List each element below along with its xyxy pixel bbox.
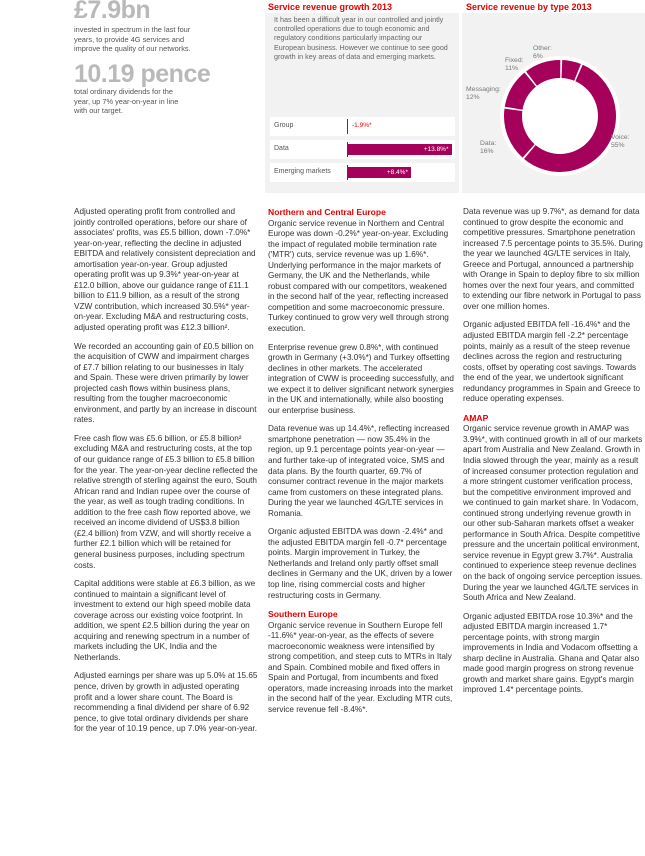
bar-row-emerging-markets [270, 163, 455, 182]
section-heading: AMAP [463, 412, 489, 423]
paragraph: Organic adjusted EBITDA fell -16.4%* and the adjusted EBITDA margin fell -2.2* percentage points, mainly as a result of the steep revenue declines across the region and restructuring costs, offset by operating cost savings. Towards the end of the year, we undertook significant redundancy programmes in Spain and Greece to reduce operating expenses. [463, 320, 641, 404]
bar-label-emerging-markets: Emerging markets [274, 168, 331, 175]
section-heading: Northern and Central Europe [268, 207, 386, 217]
paragraph: Organic service revenue growth in AMAP was 3.9%*, with continued growth in all of our markets apart from Australia and New Zealand. Growth in India slowed through the year, mainly as a result of increased consumer protection regulation and a more stringent customer verification process, but the competitive environment improved and we continued to gain market share. In Vodacom, continued strong underlying revenue growth in our other sub-Saharan markets offset a weaker performance in South Africa. Despite competitive pressure and the uncertain political environment, service revenue in Egypt grew 3.7%*. Australia continued to experience steep revenue declines on the back of ongoing service perception issues. During the year we launched 4G/LTE services in South Africa and New Zealand. [463, 424, 643, 603]
bar-value-group: -1.9%* [352, 122, 372, 129]
paragraph: Data revenue was up 14.4%*, reflecting increased smartphone penetration — now 35.4% in the region, up 9.1 percentage points year-on-year — and further take-up of integrated voice, SMS and data plans. By the fourth quarter, 69.7% of consumer contract revenue in the major markets came from customers on these integrated plans. During the year we launched 4G/LTE services in Romania. [268, 424, 450, 518]
paragraph: Free cash flow was £5.6 billion, or £5.8 billion² excluding M&A and restructuring costs, at the top of our guidance range of £5.3 billion to £5.8 billion for the year. The year-on-year decline reflected the relative strength of sterling against the euro, South African rand and Indian rupee over the course of the year, as well as tough trading conditions. In addition to the free cash flow reported above, we received an income dividend of US$3.8 billion (£2.4 billion) from VZW, and will shortly receive a further £2.1 billion which will be retained for general business purposes, including spectrum costs. [74, 433, 258, 570]
bar-fill-data: +13.8%* [348, 144, 452, 155]
section-heading: Southern Europe [268, 609, 338, 620]
text-column-right [463, 207, 643, 704]
donut-label-data: Data: 16% [480, 140, 497, 155]
donut-chart [462, 13, 645, 193]
kpi-value-dividend: 10.19 pence [74, 60, 211, 88]
paragraph: Organic service revenue in Southern Europe fell -11.6%* year-on-year, as the effects of severe macroeconomic weakness were intensified by strong competition, and steep cuts to MTRs in Italy and Spain. Combined mobile and fixed offers in Spain and Portugal, from incumbents and fixed operators, made increasing inroads into the market in the second half of the year. Excluding MTR cuts, service revenue fell -8.4%*. [268, 620, 453, 714]
paragraph: Capital additions were stable at £6.3 billion, as we continued to maintain a significant level of investment to extend our high speed mobile data coverage across our existing voice footprint. In addition, we spent £2.5 billion during the year on acquiring and renewing spectrum in a number of markets including the UK, India and the Netherlands. [74, 579, 256, 662]
bar-label-group: Group [274, 122, 294, 129]
paragraph: Data revenue was up 9.7%*, as demand for data continued to grow despite the economic and competitive pressures. Smartphone penetration increased 7.5 percentage points to 35.5%. During the year we launched 4G/LTE services in Italy, Greece and Portugal, announced a partnership with Orange in Spain to deploy fibre to six million homes over the next four years, and committed to extending our fibre network in Portugal to pass over one million homes. [463, 207, 643, 311]
donut-hole [525, 81, 595, 151]
zero-line [347, 119, 348, 134]
chart-title: Service revenue by type 2013 [466, 2, 592, 12]
kpi-text-spectrum: invested in spectrum in the last four years, to provide 4G services and improve the quality of our networks. [74, 25, 191, 54]
donut-label-other: Other: 6% [533, 45, 552, 60]
bar-row-data [270, 140, 455, 159]
text-column-middle [268, 207, 454, 724]
paragraph: Organic adjusted EBITDA was down -2.4%* and the adjusted EBITDA margin fell -0.7* percentage points. Margin improvement in Turkey, the Netherlands and Ireland only partly offset small declines in Germany and the UK, driven by a lower top line, rising commercial costs and higher restructuring costs in Germany. [268, 527, 453, 600]
donut-label-fixed: Fixed: 11% [505, 57, 524, 72]
paragraph: Adjusted operating profit from controlled and jointly controlled operations, before our share of associates' profits, was £5.5 billion, down -7.0%* year-on-year, reflecting the decline in adjusted EBITDA and relatively consistent depreciation and amortisation year-on-year. Group adjusted operating profit was up 9.3%* year-on-year at £12.0 billion, above our guidance range of £11.1 billion to £11.9 billion, as a result of the strong VZW contribution, which increased 30.5%* year-on-year. Excluding M&A and restructuring costs, adjusted operating profit was £12.3 billion². [74, 207, 256, 333]
text-column-left [74, 207, 258, 743]
paragraph: We recorded an accounting gain of £0.5 billion on the acquisition of CWW and impairment charges of £7.7 billion relating to our businesses in Italy and Spain. These were driven primarily by lower projected cash flows within business plans, resulting from the tougher macroeconomic environment, and partly by an increase in discount rates. [74, 341, 257, 425]
bar-label-data: Data [274, 145, 289, 152]
donut-label-voice: Voice: 55% [611, 134, 630, 149]
paragraph: Organic service revenue in Northern and Central Europe was down -0.2%* year-on-year. Excluding the impact of regulated mobile termination rate ('MTR') cuts, service revenue was up 1.6%*. Underlying performance in the major markets of Germany, the UK and the Netherlands, while robust compared with our competitors, weakened in the second half of the year, reflecting increased competition and some macroeconomic pressure. Turkey continued to grow very well through strong execution. [268, 218, 449, 333]
kpi-value-spectrum: £7.9bn [74, 0, 151, 24]
paragraph: Adjusted earnings per share was up 5.0% at 15.65 pence, driven by growth in adjusted operating profit and a lower share count. The Board is recommending a final dividend per share of 6.92 pence, to give total ordinary dividends per share for the year of 10.19 pence, up 7.0% year-on-year. [74, 671, 258, 734]
donut-label-messaging: Messaging: 12% [466, 86, 501, 101]
growth-panel-text: It has been a difficult year in our controlled and jointly controlled operations due to tough economic and regulatory conditions particularly impacting our European business. However we continue to see good growth in key areas of data and emerging markets. [274, 15, 448, 61]
paragraph: Organic adjusted EBITDA rose 10.3%* and the adjusted EBITDA margin increased 1.7* percentage points, with strong margin improvements in India and Vodacom offsetting a sharp decline in Australia. Ghana and Qatar also made good margin progress on strong revenue growth and market share gains. Egypt's margin improved 1.4* percentage points. [463, 611, 640, 695]
bar-fill-emerging-markets: +8.4%* [348, 167, 411, 178]
kpi-text-dividend: total ordinary dividends for the year, up 7% year-on-year in line with our target. [74, 87, 179, 116]
bar-row-group [270, 117, 455, 136]
paragraph: Enterprise revenue grew 0.8%*, with continued growth in Germany (+3.0%*) and Turkey offsetting declines in other markets. The accelerated integration of CWW is proceeding successfully, and we expect it to deliver significant network synergies in the UK and internationally, while also boosting our enterprise business. [268, 342, 454, 415]
growth-box-title: Service revenue growth 2013 [268, 2, 393, 12]
